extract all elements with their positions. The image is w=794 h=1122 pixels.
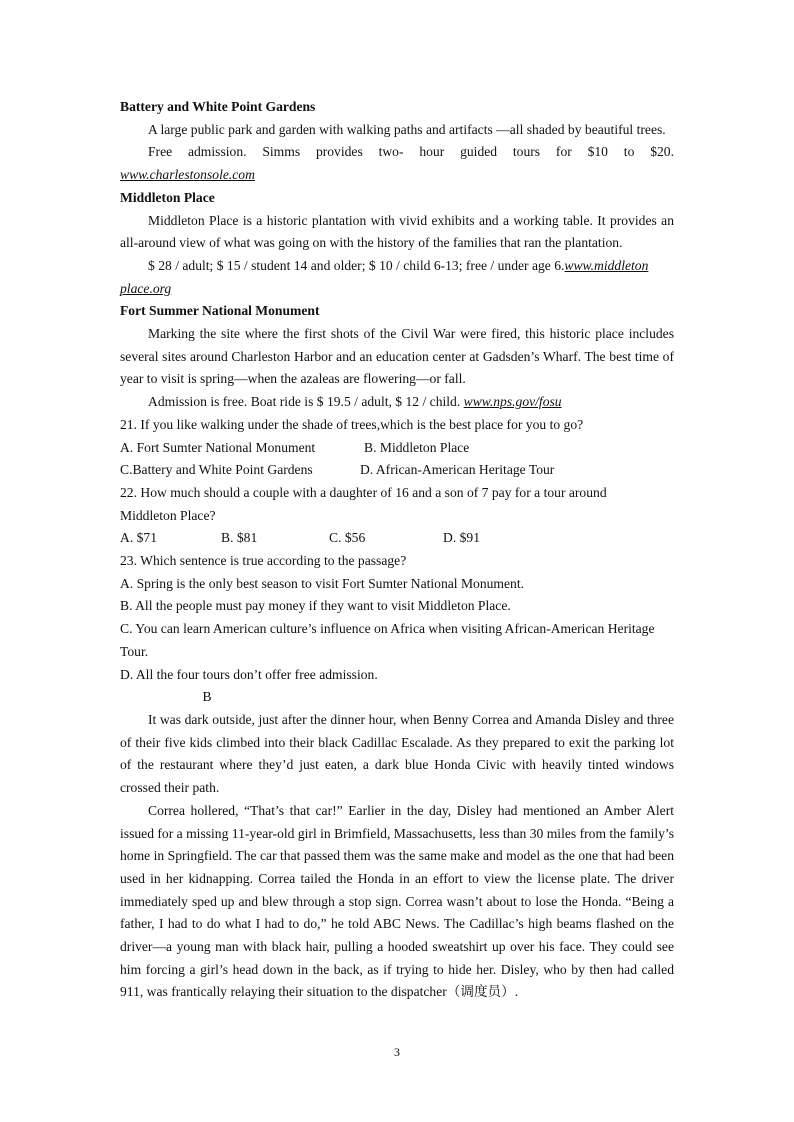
q22-option-b: B. $81 xyxy=(221,530,258,546)
q22-stem-line2: Middleton Place? xyxy=(120,507,216,523)
q23-option-c-line1: C. You can learn American culture’s influence on Africa when visiting African-American Heritage xyxy=(120,621,655,637)
battery-link[interactable]: www.charlestonsole.com xyxy=(120,167,255,183)
q21-options-row2 xyxy=(120,459,674,482)
q23-stem: 23. Which sentence is true according to the passage? xyxy=(120,553,407,569)
q21-option-c: C.Battery and White Point Gardens xyxy=(120,462,313,478)
q22-stem-line1: 22. How much should a couple with a daughter of 16 and a son of 7 pay for a tour around xyxy=(120,484,607,500)
q23-option-c-line2: Tour. xyxy=(120,643,149,659)
q22-option-d: D. $91 xyxy=(443,530,481,546)
battery-heading: Battery and White Point Gardens xyxy=(120,99,316,114)
q23-option-b: B. All the people must pay money if they want to visit Middleton Place. xyxy=(120,598,511,614)
middleton-description: Middleton Place is a historic plantation with vivid exhibits and a working table. It provides an all-around view of what was going on with the history of the families that ran the plantation. xyxy=(120,212,674,251)
middleton-heading: Middleton Place xyxy=(120,189,215,205)
middleton-link-part2[interactable]: place.org xyxy=(120,280,172,296)
content-area xyxy=(120,96,674,1004)
middleton-price: $ 28 / adult; $ 15 / student 14 and older; $ 10 / child 6-13; free / under age 6. xyxy=(148,257,565,273)
fort-description: Marking the site where the first shots of the Civil War were fired, this historic place includes several sites around Charleston Harbor and an education center at Gadsden’s Wharf. The best time of year to visit is spring—when the azaleas are flowering—or fall. xyxy=(120,326,674,387)
q23-option-d: D. All the four tours don’t offer free admission. xyxy=(120,666,378,682)
middleton-link-part1[interactable]: www.middleton xyxy=(564,257,649,273)
section-b-paragraph-1: It was dark outside, just after the dinner hour, when Benny Correa and Amanda Disley and three of their five kids climbed into their black Cadillac Escalade. As they prepared to exit the parking lot of the restaurant where they’d just eaten, a dark blue Honda Civic with heavily tinted windows crossed their path. xyxy=(120,711,674,796)
battery-description: A large public park and garden with walking paths and artifacts —all shaded by beautiful trees. xyxy=(148,121,666,137)
q22-options xyxy=(120,527,674,550)
section-b-paragraph-2: Correa hollered, “That’s that car!” Earlier in the day, Disley had mentioned an Amber Alert issued for a missing 11-year-old girl in Brimfield, Massachusetts, less than 30 miles from the family’s home in Springfield. The car that passed them was the same make and model as the one that had been used in her kidnapping. Correa tailed the Honda in an effort to view the license plate. The driver immediately sped up and blew through a stop sign. Correa wasn’t about to lose the Honda. “Being a father, I had to do what I had to do,” he told ABC News. The Cadillac’s high beams flashed on the driver—a young man with black hair, pulling a hooded sweatshirt up over his face. They could see him forcing a girl’s head down in the back, as if trying to hide her. Disley, who by then had called 911, was frantically relaying their situation to the dispatcher（调度员）. xyxy=(120,802,674,1000)
q21-stem: 21. If you like walking under the shade of trees,which is the best place for you to go? xyxy=(120,416,584,432)
q21-option-a: A. Fort Sumter National Monument xyxy=(120,439,316,455)
fort-heading: Fort Summer National Monument xyxy=(120,303,320,319)
section-b-label: B xyxy=(202,689,212,705)
q23-option-a: A. Spring is the only best season to visit Fort Sumter National Monument. xyxy=(120,575,525,591)
q22-option-c: C. $56 xyxy=(329,530,366,546)
q21-option-d: D. African-American Heritage Tour xyxy=(360,462,555,478)
battery-info: Free admission. Simms provides two- hour guided tours for $10 to $20. xyxy=(148,144,674,160)
fort-info-line xyxy=(120,391,674,414)
q21-options-row1 xyxy=(120,437,674,460)
q21-option-b: B. Middleton Place xyxy=(364,439,470,455)
middleton-price-line xyxy=(120,255,674,278)
q22-option-a: A. $71 xyxy=(120,530,158,546)
fort-info: Admission is free. Boat ride is $ 19.5 / adult, $ 12 / child. xyxy=(148,394,461,410)
fort-link[interactable]: www.nps.gov/fosu xyxy=(463,394,562,410)
page-number: 3 xyxy=(394,1045,400,1059)
